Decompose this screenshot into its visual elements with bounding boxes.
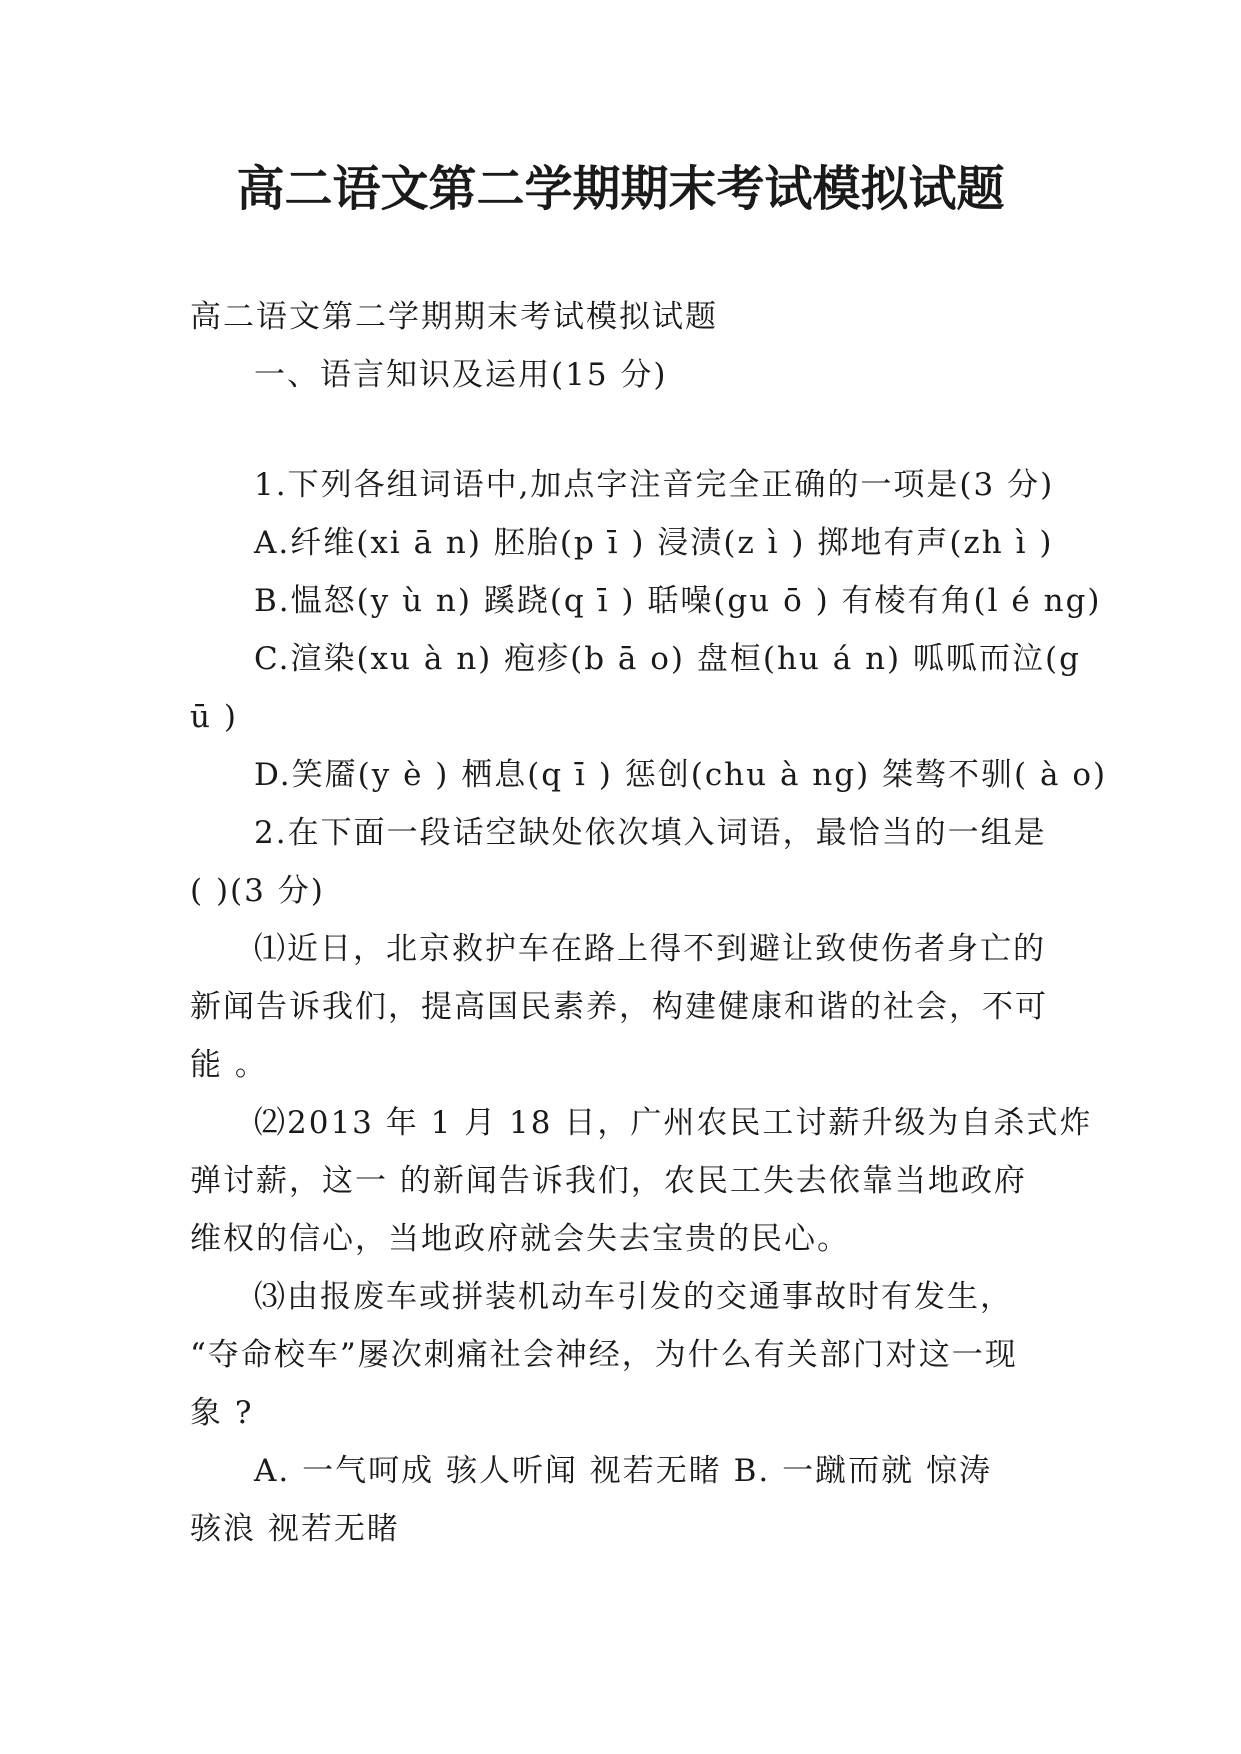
question-2-passage-2: ⑵2013 年 1 月 18 日，广州农民工讨薪升级为自杀式炸 <box>254 1105 1093 1141</box>
question-2-passage-2-line-2: 弹讨薪，这一 的新闻告诉我们，农民工失去依靠当地政府 <box>190 1163 1027 1199</box>
question-1-option-d: D.笑靥(y è ) 栖息(q ī ) 惩创(chu à ng) 桀骜不驯( à o) <box>254 757 1108 793</box>
document-subtitle: 高二语文第二学期期末考试模拟试题 <box>190 299 718 335</box>
question-2-options: A. 一气呵成 骇人听闻 视若无睹 B. 一蹴而就 惊涛 <box>254 1453 992 1489</box>
question-2-passage-1-line-3: 能 。 <box>190 1047 268 1083</box>
question-2-options-continued: 骇浪 视若无睹 <box>190 1511 400 1547</box>
question-2-stem-continued: ( )(3 分) <box>190 873 325 909</box>
question-1-stem: 1.下列各组词语中,加点字注音完全正确的一项是(3 分) <box>254 467 1055 503</box>
question-1-option-c: C.渲染(xu à n) 疱疹(b ā o) 盘桓(hu á n) 呱呱而泣(g <box>254 641 1081 677</box>
question-2-passage-3-line-3: 象 ? <box>190 1395 254 1431</box>
question-2-stem: 2.在下面一段话空缺处依次填入词语，最恰当的一组是 <box>254 815 1047 851</box>
question-2-passage-2-line-3: 维权的信心，当地政府就会失去宝贵的民心。 <box>190 1221 850 1257</box>
section-heading: 一、语言知识及运用(15 分) <box>254 357 668 393</box>
question-2-passage-3: ⑶由报废车或拼装机动车引发的交通事故时有发生， <box>254 1279 1013 1315</box>
blank-spacer <box>190 404 1060 456</box>
question-2-passage-1: ⑴近日，北京救护车在路上得不到避让致使伤者身亡的 <box>254 931 1046 967</box>
question-1-option-b: B.愠怒(y ù n) 蹊跷(q ī ) 聒噪(gu ō ) 有棱有角(l é ng) <box>254 583 1102 619</box>
question-1-option-c-continued: ū ) <box>190 699 238 735</box>
question-1-option-a: A.纤维(xi ā n) 胚胎(p ī ) 浸渍(z ì ) 掷地有声(zh ì ) <box>254 525 1054 561</box>
question-2-passage-1-line-2: 新闻告诉我们，提高国民素养，构建健康和谐的社会，不可 <box>190 989 1048 1025</box>
document-body <box>190 288 1108 1558</box>
question-2-passage-3-line-2: “夺命校车”屡次刺痛社会神经，为什么有关部门对这一现 <box>190 1337 1018 1373</box>
document-title: 高二语文第二学期期末考试模拟试题 <box>236 161 1005 217</box>
